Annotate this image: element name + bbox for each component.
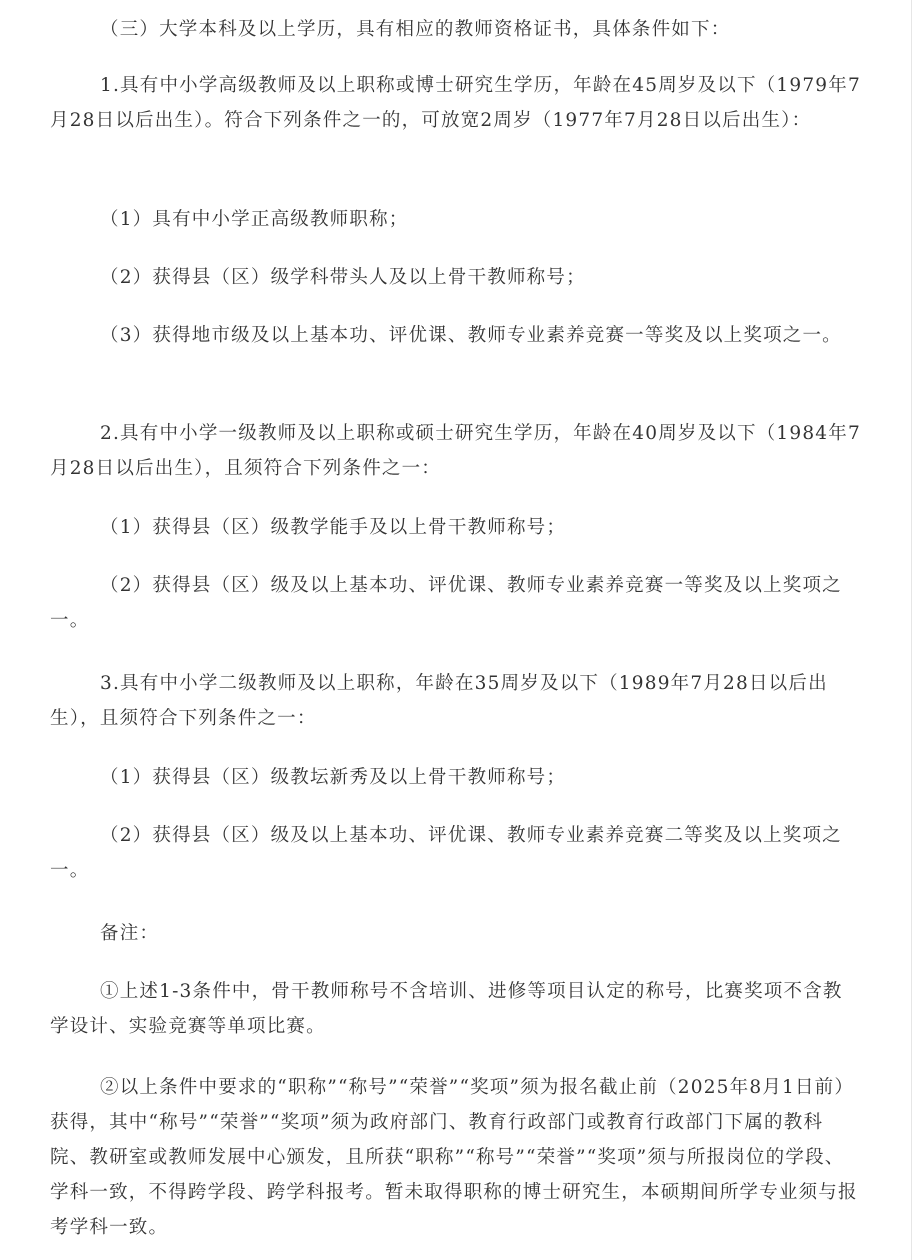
paragraph-note-2: ②以上条件中要求的“职称”“称号”“荣誉”“奖项”须为报名截止前（2025年8月1日前）获得，其中“称号”“荣誉”“奖项”须为政府部门、教育行政部门或教育行政部门下属的教科院、教研室或教师发展中心颁发，且所获“职称”“称号”“荣誉”“奖项”须与所报岗位的学段、学科一致，不得跨学段、跨学科报考。暂未取得职称的博士研究生，本硕期间所学专业须与报考学科一致。 bbox=[50, 1077, 858, 1238]
paragraph-condition-2-item-2: （2）获得县（区）级及以上基本功、评优课、教师专业素养竞赛一等奖及以上奖项之一。 bbox=[50, 575, 842, 631]
paragraph-section-three: （三）大学本科及以上学历，具有相应的教师资格证书，具体条件如下： bbox=[100, 19, 731, 40]
paragraph-condition-3-item-2: （2）获得县（区）级及以上基本功、评优课、教师专业素养竞赛二等奖及以上奖项之一。 bbox=[50, 825, 842, 881]
paragraph-condition-2-item-1: （1）获得县（区）级教学能手及以上骨干教师称号； bbox=[100, 517, 567, 538]
paragraph-condition-2: 2.具有中小学一级教师及以上职称或硕士研究生学历，年龄在40周岁及以下（1984年7月28日以后出生），且须符合下列条件之一： bbox=[50, 423, 861, 479]
paragraph-condition-3: 3.具有中小学二级教师及以上职称，年龄在35周岁及以下（1989年7月28日以后出生），且须符合下列条件之一： bbox=[50, 673, 828, 729]
paragraph-condition-1-item-1: （1）具有中小学正高级教师职称； bbox=[100, 209, 409, 230]
paragraph-condition-1-item-3: （3）获得地市级及以上基本功、评优课、教师专业素养竞赛一等奖及以上奖项之一。 bbox=[100, 325, 842, 346]
paragraph-condition-3-item-1: （1）获得县（区）级教坛新秀及以上骨干教师称号； bbox=[100, 767, 567, 788]
paragraph-note-1: ①上述1-3条件中，骨干教师称号不含培训、进修等项目认定的称号，比赛奖项不含教学设计、实验竞赛等单项比赛。 bbox=[50, 981, 843, 1037]
paragraph-condition-1-item-2: （2）获得县（区）级学科带头人及以上骨干教师称号； bbox=[100, 267, 586, 288]
paragraph-condition-1: 1.具有中小学高级教师及以上职称或博士研究生学历，年龄在45周岁及以下（1979年7月28日以后出生）。符合下列条件之一的，可放宽2周岁（1977年7月28日以后出生）： bbox=[50, 75, 861, 131]
paragraph-notes-heading: 备注： bbox=[100, 923, 160, 944]
